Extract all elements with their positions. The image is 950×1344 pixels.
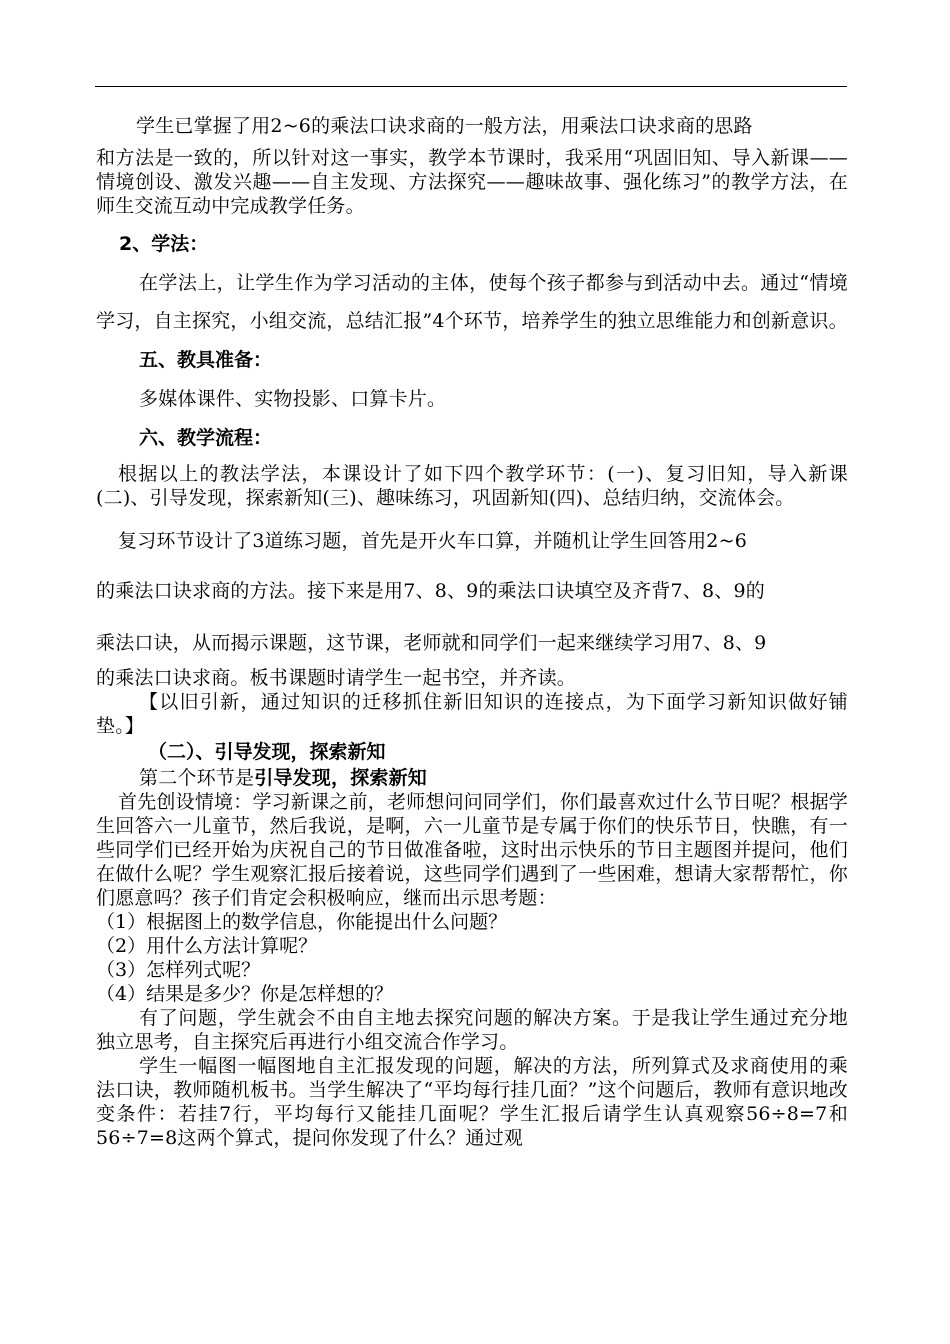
review-line-2: 的乘法口诀求商的方法。接下来是用7、8、9的乘法口诀填空及齐背7、8、9的 (96, 580, 765, 602)
heading-process: 六、教学流程： (139, 427, 273, 449)
intro-paragraph: 和方法是一致的，所以针对这一事实，教学本节课时，我采用“巩固旧知、导入新课——情境创设、激发兴趣——自主发现、方法探究——趣味故事、强化练习”的教学方法，在师生交流互动中完成教学任务。 (96, 147, 848, 217)
section2-intro-prefix: 第二个环节是 (139, 767, 255, 789)
process-paragraph: 根据以上的教法学法，本课设计了如下四个教学环节：(一)、复习旧知，导入新课(二)、引导发现，探索新知(三)、趣味练习，巩固新知(四)、总结归纳，交流体会。 (96, 463, 848, 509)
study-method-paragraph: 在学法上，让学生作为学习活动的主体，使每个孩子都参与到活动中去。通过“情境学习，自主探究，小组交流，总结汇报”4个环节，培养学生的独立思维能力和创新意识。 (96, 272, 848, 332)
explore-paragraph: 有了问题，学生就会不由自主地去探究问题的解决方案。于是我让学生通过充分地独立思考，自主探究后再进行小组交流合作学习。 (96, 1007, 848, 1053)
heading-section2: （二）、引导发现，探索新知 (148, 741, 386, 763)
question-1: （1）根据图上的数学信息，你能提出什么问题？ (96, 911, 508, 933)
question-3: （3）怎样列式呢？ (96, 959, 261, 981)
section2-intro (96, 766, 848, 790)
situation-paragraph: 首先创设情境：学习新课之前，老师想问问同学们，你们最喜欢过什么节日呢？根据学生回答六一儿童节，然后我说，是啊，六一儿童节是专属于你们的快乐节日，快瞧，有一些同学们已经开始为庆祝自己的节日做准备啦，这时出示快乐的节日主题图并提问，他们在做什么呢？学生观察汇报后接着说，这些同学们遇到了一些困难，想请大家帮帮忙，你们愿意吗？孩子们肯定会积极响应，继而出示思考题： (96, 791, 848, 909)
question-4: （4）结果是多少？你是怎样想的？ (96, 983, 394, 1005)
question-2: （2）用什么方法计算呢？ (96, 935, 318, 957)
heading-tools: 五、教具准备： (139, 349, 273, 371)
bracket-note: 【以旧引新，通过知识的迁移抓住新旧知识的连接点，为下面学习新知识做好铺垫。】 (96, 691, 848, 737)
header-rule (95, 86, 847, 87)
review-line-4: 的乘法口诀求商。板书课题时请学生一起书空，并齐读。 (96, 667, 577, 689)
document-page (96, 108, 848, 1150)
review-line-1: 复习环节设计了3道练习题，首先是开火车口算，并随机让学生回答用2~6 (118, 530, 747, 552)
review-line-3: 乘法口诀，从而揭示课题，这节课，老师就和同学们一起来继续学习用7、8、9 (96, 632, 767, 654)
intro-paragraph-line1: 学生已掌握了用2~6的乘法口诀求商的一般方法，用乘法口诀求商的思路 (136, 115, 753, 137)
heading-study-method: 2、学法： (119, 233, 209, 255)
tools-paragraph: 多媒体课件、实物投影、口算卡片。 (139, 388, 447, 410)
report-paragraph: 学生一幅图一幅图地自主汇报发现的问题，解决的方法，所列算式及求商使用的乘法口诀，教师随机板书。当学生解决了“平均每行挂几面？”这个问题后，教师有意识地改变条件：若挂7行，平均每行又能挂几面呢？学生汇报后请学生认真观察56÷8=7和56÷7=8这两个算式，提问你发现了什么？通过观 (96, 1055, 848, 1149)
section2-intro-bold: 引导发现，探索新知 (254, 767, 428, 789)
